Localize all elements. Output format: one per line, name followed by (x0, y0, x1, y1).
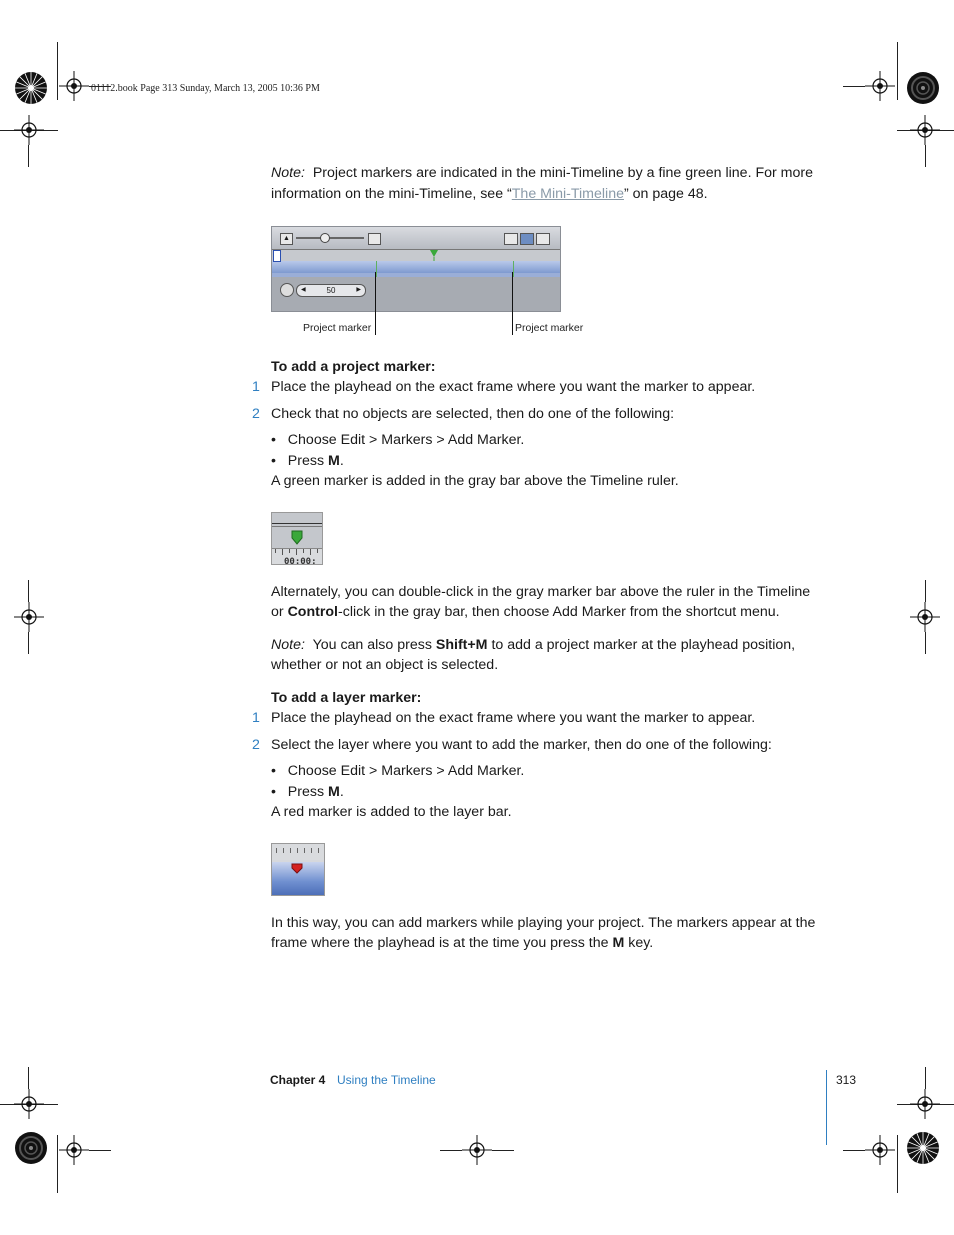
note-text-line2: information on the mini-Timeline, see “ (271, 186, 512, 202)
step-number: 1 (252, 379, 260, 395)
timeline-bar-shadow (272, 273, 560, 277)
timeline-ruler (272, 548, 322, 565)
section-heading: To add a project marker: (271, 359, 436, 375)
divider (272, 526, 322, 527)
zoom-value-field[interactable] (296, 284, 366, 297)
page-number: 313 (836, 1073, 857, 1087)
step-number: 2 (252, 737, 260, 753)
note-text-end: to add a project marker at the playhead position, (487, 637, 796, 653)
note-label: Note: (271, 165, 305, 181)
tick (304, 848, 305, 853)
tick (317, 549, 318, 553)
red-marker-icon (291, 863, 303, 875)
project-marker-line (513, 261, 514, 277)
bullet-text: Choose Edit > Markers > Add Marker. (287, 432, 525, 448)
note-text-line1: Project markers are indicated in the mini-Timeline by a fine green line. For more (312, 165, 813, 181)
key-label: Control (287, 604, 338, 620)
note-text-line2: whether or not an object is selected. (271, 657, 499, 673)
key-label: M (328, 784, 340, 800)
crosshair-icon (910, 115, 940, 145)
paragraph-line: Alternately, you can double-click in the gray marker bar above the ruler in the Timeline (271, 584, 811, 600)
bullet-item: • Choose Edit > Markers > Add Marker. (271, 763, 525, 779)
green-marker-icon (290, 530, 304, 546)
registration-starburst-icon (906, 1131, 940, 1165)
gear-icon[interactable] (520, 233, 534, 245)
chapter-title: Using the Timeline (337, 1073, 436, 1087)
key-label: M (612, 935, 625, 951)
decrement-arrow-icon[interactable]: ◀ (301, 287, 306, 293)
zoom-out-icon[interactable]: ▲ (280, 233, 293, 245)
tick (290, 848, 291, 853)
paragraph-line-end: -click in the gray bar, then choose Add Marker from the shortcut menu. (338, 604, 780, 620)
project-marker-line (376, 261, 377, 277)
callout-line (512, 272, 513, 335)
note-text: You can also press (312, 637, 436, 653)
crosshair-icon (14, 602, 44, 632)
paragraph (271, 913, 841, 953)
ruler-timecode: 00:00: (284, 557, 317, 565)
green-marker-screenshot (271, 512, 323, 565)
zoom-slider-knob[interactable] (320, 233, 330, 243)
note-paragraph (271, 635, 841, 675)
result-text: A red marker is added to the layer bar. (271, 804, 512, 820)
figure-caption-right: Project marker (515, 322, 584, 334)
tick (311, 848, 312, 853)
tick (283, 848, 284, 853)
bullet-item: • Press M. (271, 453, 344, 469)
registration-starburst-icon (14, 71, 48, 105)
zoom-slider-track[interactable] (296, 237, 364, 239)
registration-target-icon (14, 1131, 48, 1165)
divider (272, 523, 322, 524)
crosshair-icon (14, 1089, 44, 1119)
tick (303, 549, 304, 553)
crosshair-icon (865, 71, 895, 101)
step-text: Check that no objects are selected, then do one of the following: (271, 406, 675, 422)
figure-caption-left: Project marker (303, 322, 372, 334)
step-text: Place the playhead on the exact frame where you want the marker to appear. (271, 710, 756, 726)
step-number: 2 (252, 406, 260, 422)
section-heading: To add a layer marker: (271, 690, 422, 706)
bullet-text: Press (287, 784, 329, 800)
paragraph (271, 582, 841, 622)
note-paragraph (271, 163, 831, 204)
registration-target-icon (906, 71, 940, 105)
note-text-line2-end: ” on page 48. (623, 186, 708, 202)
clock-icon[interactable] (280, 283, 294, 297)
callout-line (375, 272, 376, 335)
zoom-value: 50 (326, 286, 336, 295)
print-file-info: 01112.book Page 313 Sunday, March 13, 2005 10:36 PM (91, 83, 320, 94)
view-mode-icon[interactable] (504, 233, 518, 245)
crosshair-icon (14, 115, 44, 145)
footer-divider (826, 1070, 827, 1145)
key-label: M (328, 453, 340, 469)
paragraph-line: frame where the playhead is at the time you press the (271, 935, 613, 951)
project-marker-icon (429, 249, 439, 261)
tick (318, 848, 319, 853)
tick (275, 549, 276, 553)
paragraph-line-end: key. (624, 935, 654, 951)
timeline-ruler (272, 844, 324, 860)
tick (282, 549, 283, 555)
tick (297, 848, 298, 853)
playhead-icon[interactable] (273, 250, 281, 262)
timeline-bar[interactable] (272, 261, 560, 273)
result-text: A green marker is added in the gray bar above the Timeline ruler. (271, 473, 679, 489)
tick (289, 549, 290, 553)
mini-timeline-link[interactable]: The Mini-Timeline (511, 186, 624, 202)
crosshair-icon (910, 602, 940, 632)
increment-arrow-icon[interactable]: ▶ (356, 287, 361, 293)
step-text: Place the playhead on the exact frame where you want the marker to appear. (271, 379, 756, 395)
chapter-label: Chapter 4 (270, 1073, 326, 1087)
step-text: Select the layer where you want to add the marker, then do one of the following: (271, 737, 772, 753)
mini-timeline-toolbar (272, 227, 560, 249)
tick (310, 549, 311, 555)
zoom-in-icon[interactable] (368, 233, 381, 245)
bullet-text: Press (287, 453, 329, 469)
tick (276, 848, 277, 853)
crosshair-icon (59, 1135, 89, 1165)
red-marker-screenshot (271, 843, 325, 896)
crosshair-icon (59, 71, 89, 101)
tick (296, 549, 297, 555)
mini-timeline-screenshot (271, 226, 561, 312)
bullet-text: Choose Edit > Markers > Add Marker. (287, 763, 525, 779)
step-number: 1 (252, 710, 260, 726)
key-label: Shift+M (435, 637, 488, 653)
crosshair-icon (462, 1135, 492, 1165)
paragraph-line: or (271, 604, 288, 620)
bullet-item: • Press M. (271, 784, 344, 800)
bullet-text-end: . (339, 453, 344, 469)
bullet-item: • Choose Edit > Markers > Add Marker. (271, 432, 525, 448)
layers-icon[interactable] (536, 233, 550, 245)
bullet-text-end: . (339, 784, 344, 800)
crosshair-icon (865, 1135, 895, 1165)
note-label: Note: (271, 637, 305, 653)
paragraph-line: In this way, you can add markers while playing your project. The markers appear at the (271, 915, 816, 931)
crosshair-icon (910, 1089, 940, 1119)
